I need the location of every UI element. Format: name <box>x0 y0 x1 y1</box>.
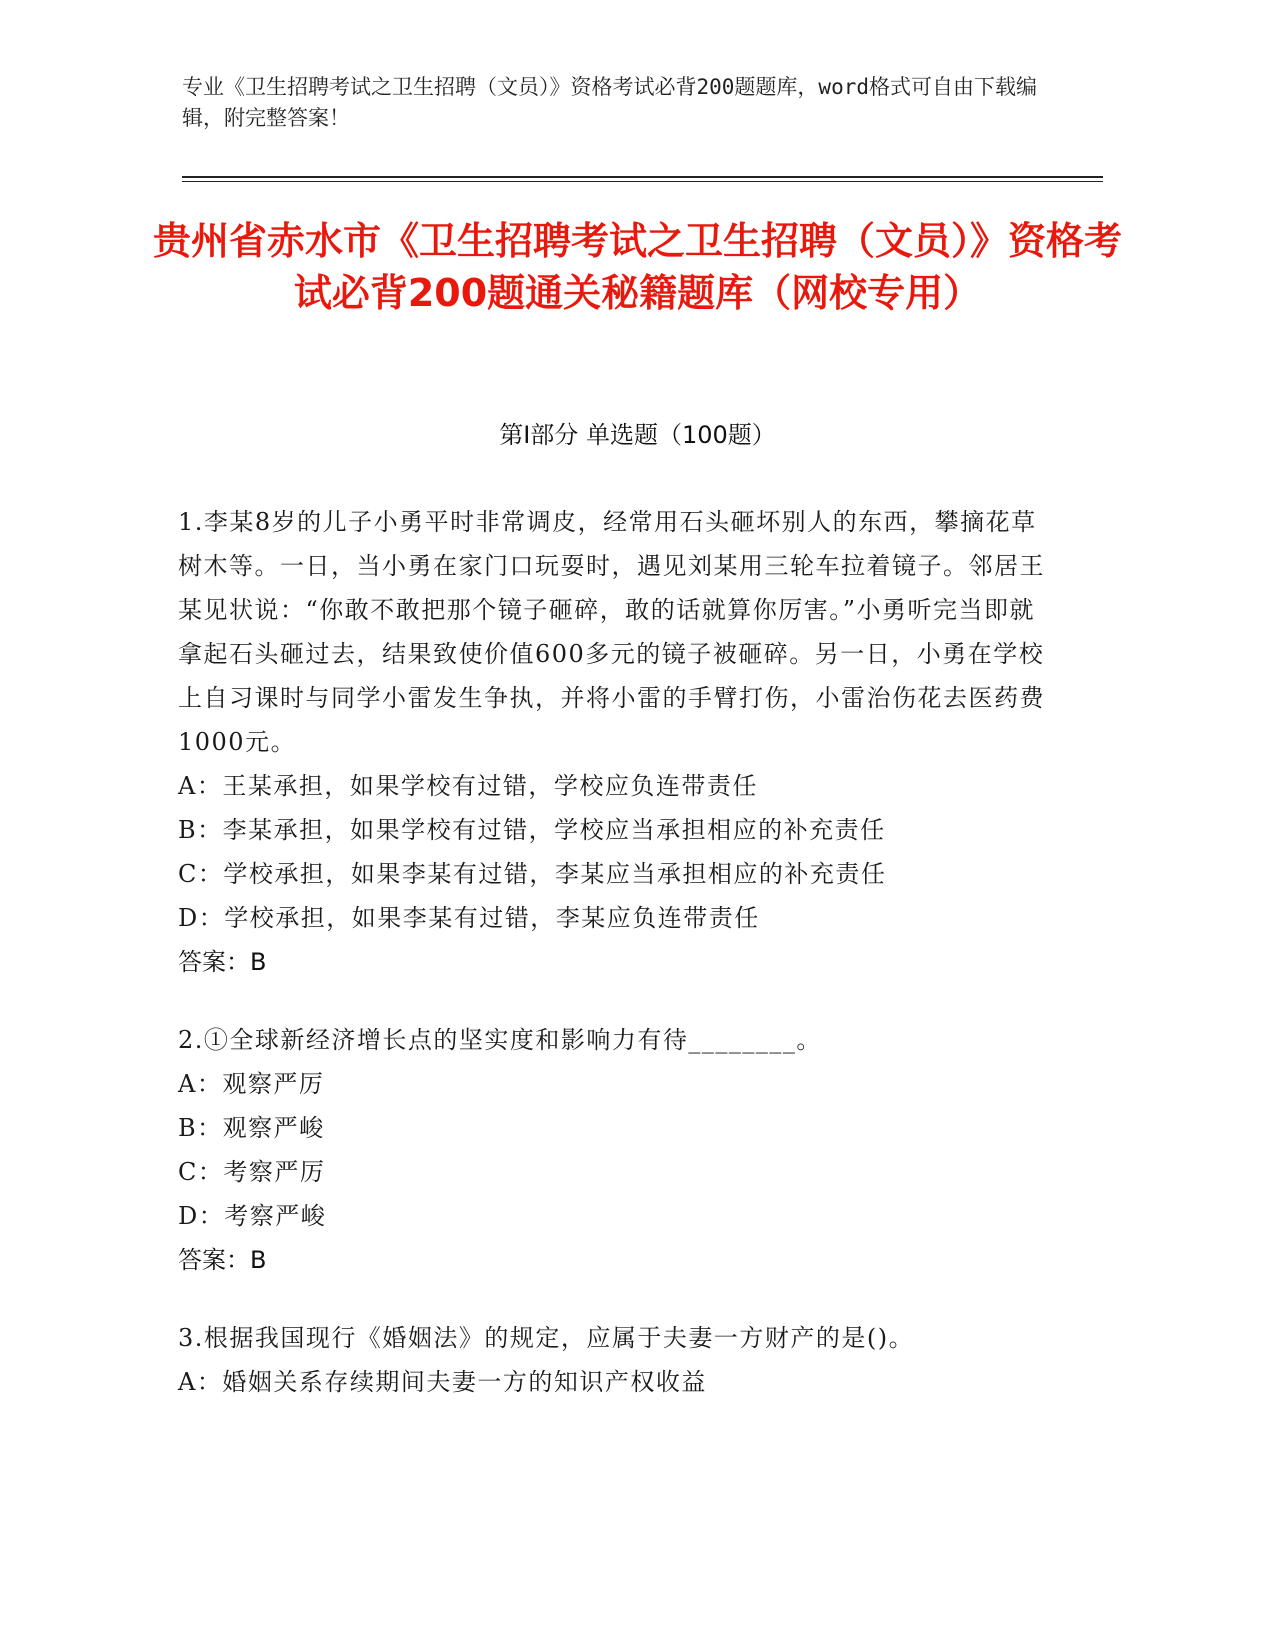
question-2 <box>178 1018 1048 1282</box>
option-b: B：李某承担，如果学校有过错，学校应当承担相应的补充责任 <box>178 816 886 844</box>
question-3 <box>178 1316 1048 1404</box>
section-heading: 第I部分 单选题（100题） <box>499 421 776 449</box>
document-title: 贵州省赤水市《卫生招聘考试之卫生招聘（文员）》资格考试必背200题通关秘籍题库（网校专用） <box>152 219 1122 315</box>
answer: 答案：B <box>178 1246 267 1274</box>
question-text: 2.①全球新经济增长点的坚实度和影响力有待________。 <box>178 1026 822 1054</box>
question-text: 1.李某8岁的儿子小勇平时非常调皮，经常用石头砸坏别人的东西，攀摘花草树木等。一日，当小勇在家门口玩耍时，遇见刘某用三轮车拉着镜子。邻居王某见状说：“你敢不敢把那个镜子砸碎，敢的话就算你厉害。”小勇听完当即就拿起石头砸过去，结果致使价值600多元的镜子被砸碎。另一日，小勇在学校上自习课时与同学小雷发生争执，并将小雷的手臂打伤，小雷治伤花去医药费1000元。 <box>178 508 1045 756</box>
header-rule-thin <box>182 181 1103 182</box>
option-c: C：考察严厉 <box>178 1158 326 1186</box>
question-list <box>178 500 1048 1438</box>
option-d: D：考察严峻 <box>178 1202 327 1230</box>
option-d: D：学校承担，如果李某有过错，李某应负连带责任 <box>178 904 760 932</box>
header-note: 专业《卫生招聘考试之卫生招聘（文员）》资格考试必背200题题库，word格式可自由下载编辑，附完整答案！ <box>182 75 1037 130</box>
option-b: B：观察严峻 <box>178 1114 325 1142</box>
option-a: A：婚姻关系存续期间夫妻一方的知识产权收益 <box>178 1368 707 1396</box>
header-rule-thick <box>182 176 1103 178</box>
option-a: A：王某承担，如果学校有过错，学校应负连带责任 <box>178 772 758 800</box>
option-a: A：观察严厉 <box>178 1070 325 1098</box>
option-c: C：学校承担，如果李某有过错，李某应当承担相应的补充责任 <box>178 860 887 888</box>
answer: 答案：B <box>178 948 267 976</box>
question-1 <box>178 500 1048 984</box>
question-text: 3.根据我国现行《婚姻法》的规定，应属于夫妻一方财产的是()。 <box>178 1324 915 1352</box>
